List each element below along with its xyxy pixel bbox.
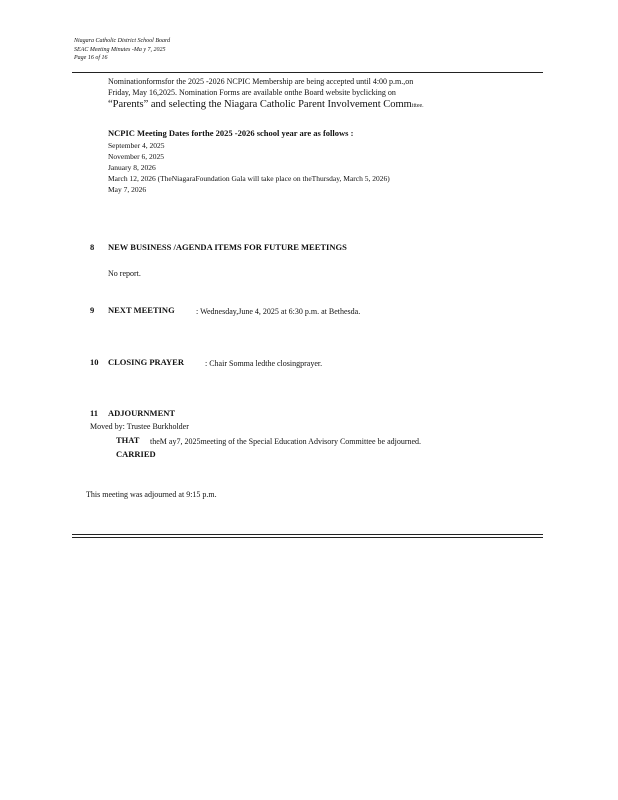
nominations-line-3-tail: ittee.: [411, 103, 424, 109]
section-10-body: : Chair Somma ledthe closingprayer.: [205, 359, 323, 368]
footer-divider-bottom: [72, 537, 543, 538]
section-11-number: 11: [90, 408, 99, 418]
list-item: November 6, 2025: [108, 152, 165, 161]
meeting-adjourned-time: This meeting was adjourned at 9:15 p.m.: [86, 490, 217, 499]
section-10-number: 10: [90, 357, 99, 367]
header-meeting-title: SEAC Meeting Minutes -Ma y 7, 2025: [74, 46, 166, 53]
adjournment-moved-by: Moved by: Trustee Burkholder: [90, 422, 189, 431]
page-header: [74, 37, 170, 63]
list-item: March 12, 2026 (TheNiagaraFoundation Gala will take place on theThursday, March 5, 2026): [108, 174, 390, 183]
section-8-body: No report.: [108, 269, 141, 278]
footer-divider-top: [72, 534, 543, 535]
motion-carried: CARRIED: [116, 449, 156, 459]
nominations-line-2: Friday, May 16,2025. Nomination Forms are available onthe Board website byclicking on: [108, 88, 396, 97]
nominations-line-3: [108, 98, 424, 113]
section-9-body: : Wednesday,June 4, 2025 at 6:30 p.m. at Bethesda.: [196, 307, 361, 316]
section-8-number: 8: [90, 242, 95, 252]
header-divider: [72, 72, 543, 73]
nominations-paragraph: [108, 76, 424, 113]
list-item: September 4, 2025: [108, 141, 165, 150]
section-10-title: CLOSING PRAYER: [108, 357, 184, 367]
list-item: January 8, 2026: [108, 163, 156, 172]
adjournment-motion: theM ay7, 2025meeting of the Special Education Advisory Committee be adjourned.: [150, 437, 422, 446]
ncpic-dates-list: [108, 140, 390, 195]
section-8-title: NEW BUSINESS /AGENDA ITEMS FOR FUTURE MEETINGS: [108, 242, 347, 252]
header-board-name: Niagara Catholic District School Board: [74, 38, 171, 44]
ncpic-dates-heading: NCPIC Meeting Dates forthe 2025 -2026 school year are as follows :: [108, 128, 354, 138]
nominations-line-3-text: “Parents” and selecting the Niagara Catholic Parent Involvement Comm: [108, 99, 412, 110]
section-9-title: NEXT MEETING: [108, 305, 175, 315]
nominations-line-1: Nominationformsfor the 2025 -2026 NCPIC Membership are being accepted until 4:00 p.m.,on: [108, 77, 414, 86]
section-9-number: 9: [90, 305, 95, 315]
list-item: May 7, 2026: [108, 185, 147, 194]
motion-that: THAT: [116, 435, 140, 445]
section-11-title: ADJOURNMENT: [108, 408, 176, 418]
header-page-number: Page 16 of 16: [74, 55, 108, 61]
